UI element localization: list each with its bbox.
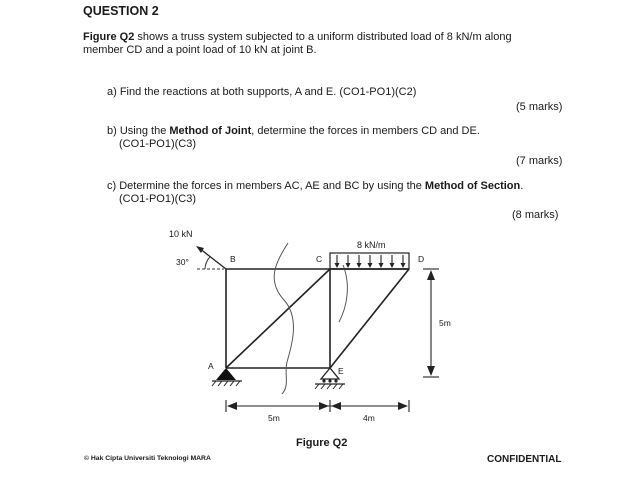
span1-dimension-label: 5m bbox=[268, 413, 280, 423]
question-c-bold: Method of Section bbox=[424, 180, 521, 192]
angle-label: 30° bbox=[176, 257, 189, 267]
question-b-text-end: , determine the forces in members CD and DE. bbox=[251, 125, 480, 137]
figure-reference: Figure Q2 bbox=[83, 31, 135, 43]
point-load-label: 10 kN bbox=[169, 229, 193, 239]
udl-arrowhead bbox=[346, 263, 351, 268]
udl-arrowhead bbox=[335, 263, 340, 268]
question-c-text: c) Determine the forces in members AC, AE and BC by using the bbox=[107, 180, 425, 192]
ground-hatch-E bbox=[315, 384, 343, 389]
span-dimensions bbox=[226, 400, 409, 412]
angle-arc bbox=[205, 257, 210, 269]
member-DE bbox=[330, 269, 409, 368]
udl-arrows bbox=[335, 255, 406, 268]
udl-arrowhead bbox=[357, 263, 362, 268]
height-dimension bbox=[423, 269, 439, 377]
section-cut-2 bbox=[339, 265, 347, 322]
udl-arrowhead bbox=[368, 263, 373, 268]
joint-label-B: B bbox=[230, 254, 236, 264]
udl-arrowhead bbox=[379, 263, 384, 268]
udl-arrowhead bbox=[390, 263, 395, 268]
span1-arrow-right bbox=[319, 402, 329, 410]
height-arrow-bottom bbox=[427, 366, 435, 376]
question-c-text-end: . bbox=[520, 180, 524, 192]
span2-dimension-label: 4m bbox=[363, 413, 375, 423]
joint-label-E: E bbox=[338, 366, 344, 376]
height-arrow-top bbox=[427, 270, 435, 280]
span2-arrow-right bbox=[398, 402, 408, 410]
question-c-code: (CO1-PO1)(C3) bbox=[119, 193, 197, 205]
copyright-notice: © Hak Cipta Universiti Teknologi MARA bbox=[84, 455, 211, 462]
udl-label: 8 kN/m bbox=[357, 240, 386, 250]
marks-a: (5 marks) bbox=[516, 101, 563, 113]
question-b-text: b) Using the bbox=[107, 125, 170, 137]
marks-b: (7 marks) bbox=[516, 155, 563, 167]
question-b-bold: Method of Joint bbox=[169, 125, 252, 137]
roller-wheels-E bbox=[322, 379, 337, 382]
roller-support-E bbox=[321, 368, 339, 379]
point-load-line bbox=[199, 248, 226, 269]
member-AC bbox=[226, 269, 330, 368]
joint-label-D: D bbox=[418, 254, 425, 264]
intro-line2: member CD and a point load of 10 kN at joint B. bbox=[83, 44, 317, 56]
question-a: a) Find the reactions at both supports, A and E. (CO1-PO1)(C2) bbox=[107, 86, 417, 98]
question-heading: QUESTION 2 bbox=[83, 4, 159, 18]
intro-line1: shows a truss system subjected to a uniform distributed load of 8 kN/m along bbox=[134, 31, 512, 43]
ground-hatch-A bbox=[212, 381, 240, 386]
confidential-label: CONFIDENTIAL bbox=[487, 454, 562, 465]
joint-label-A: A bbox=[208, 361, 214, 371]
marks-c: (8 marks) bbox=[512, 209, 559, 221]
span2-arrow-left bbox=[331, 402, 341, 410]
udl-arrowhead bbox=[401, 263, 406, 268]
span1-arrow-left bbox=[227, 402, 237, 410]
point-load-arrowhead bbox=[196, 246, 204, 253]
figure-caption: Figure Q2 bbox=[296, 437, 348, 449]
height-dimension-label: 5m bbox=[439, 318, 451, 328]
pin-support-A bbox=[216, 368, 236, 380]
joint-label-C: C bbox=[316, 254, 323, 264]
question-b-code: (CO1-PO1)(C3) bbox=[119, 138, 197, 150]
